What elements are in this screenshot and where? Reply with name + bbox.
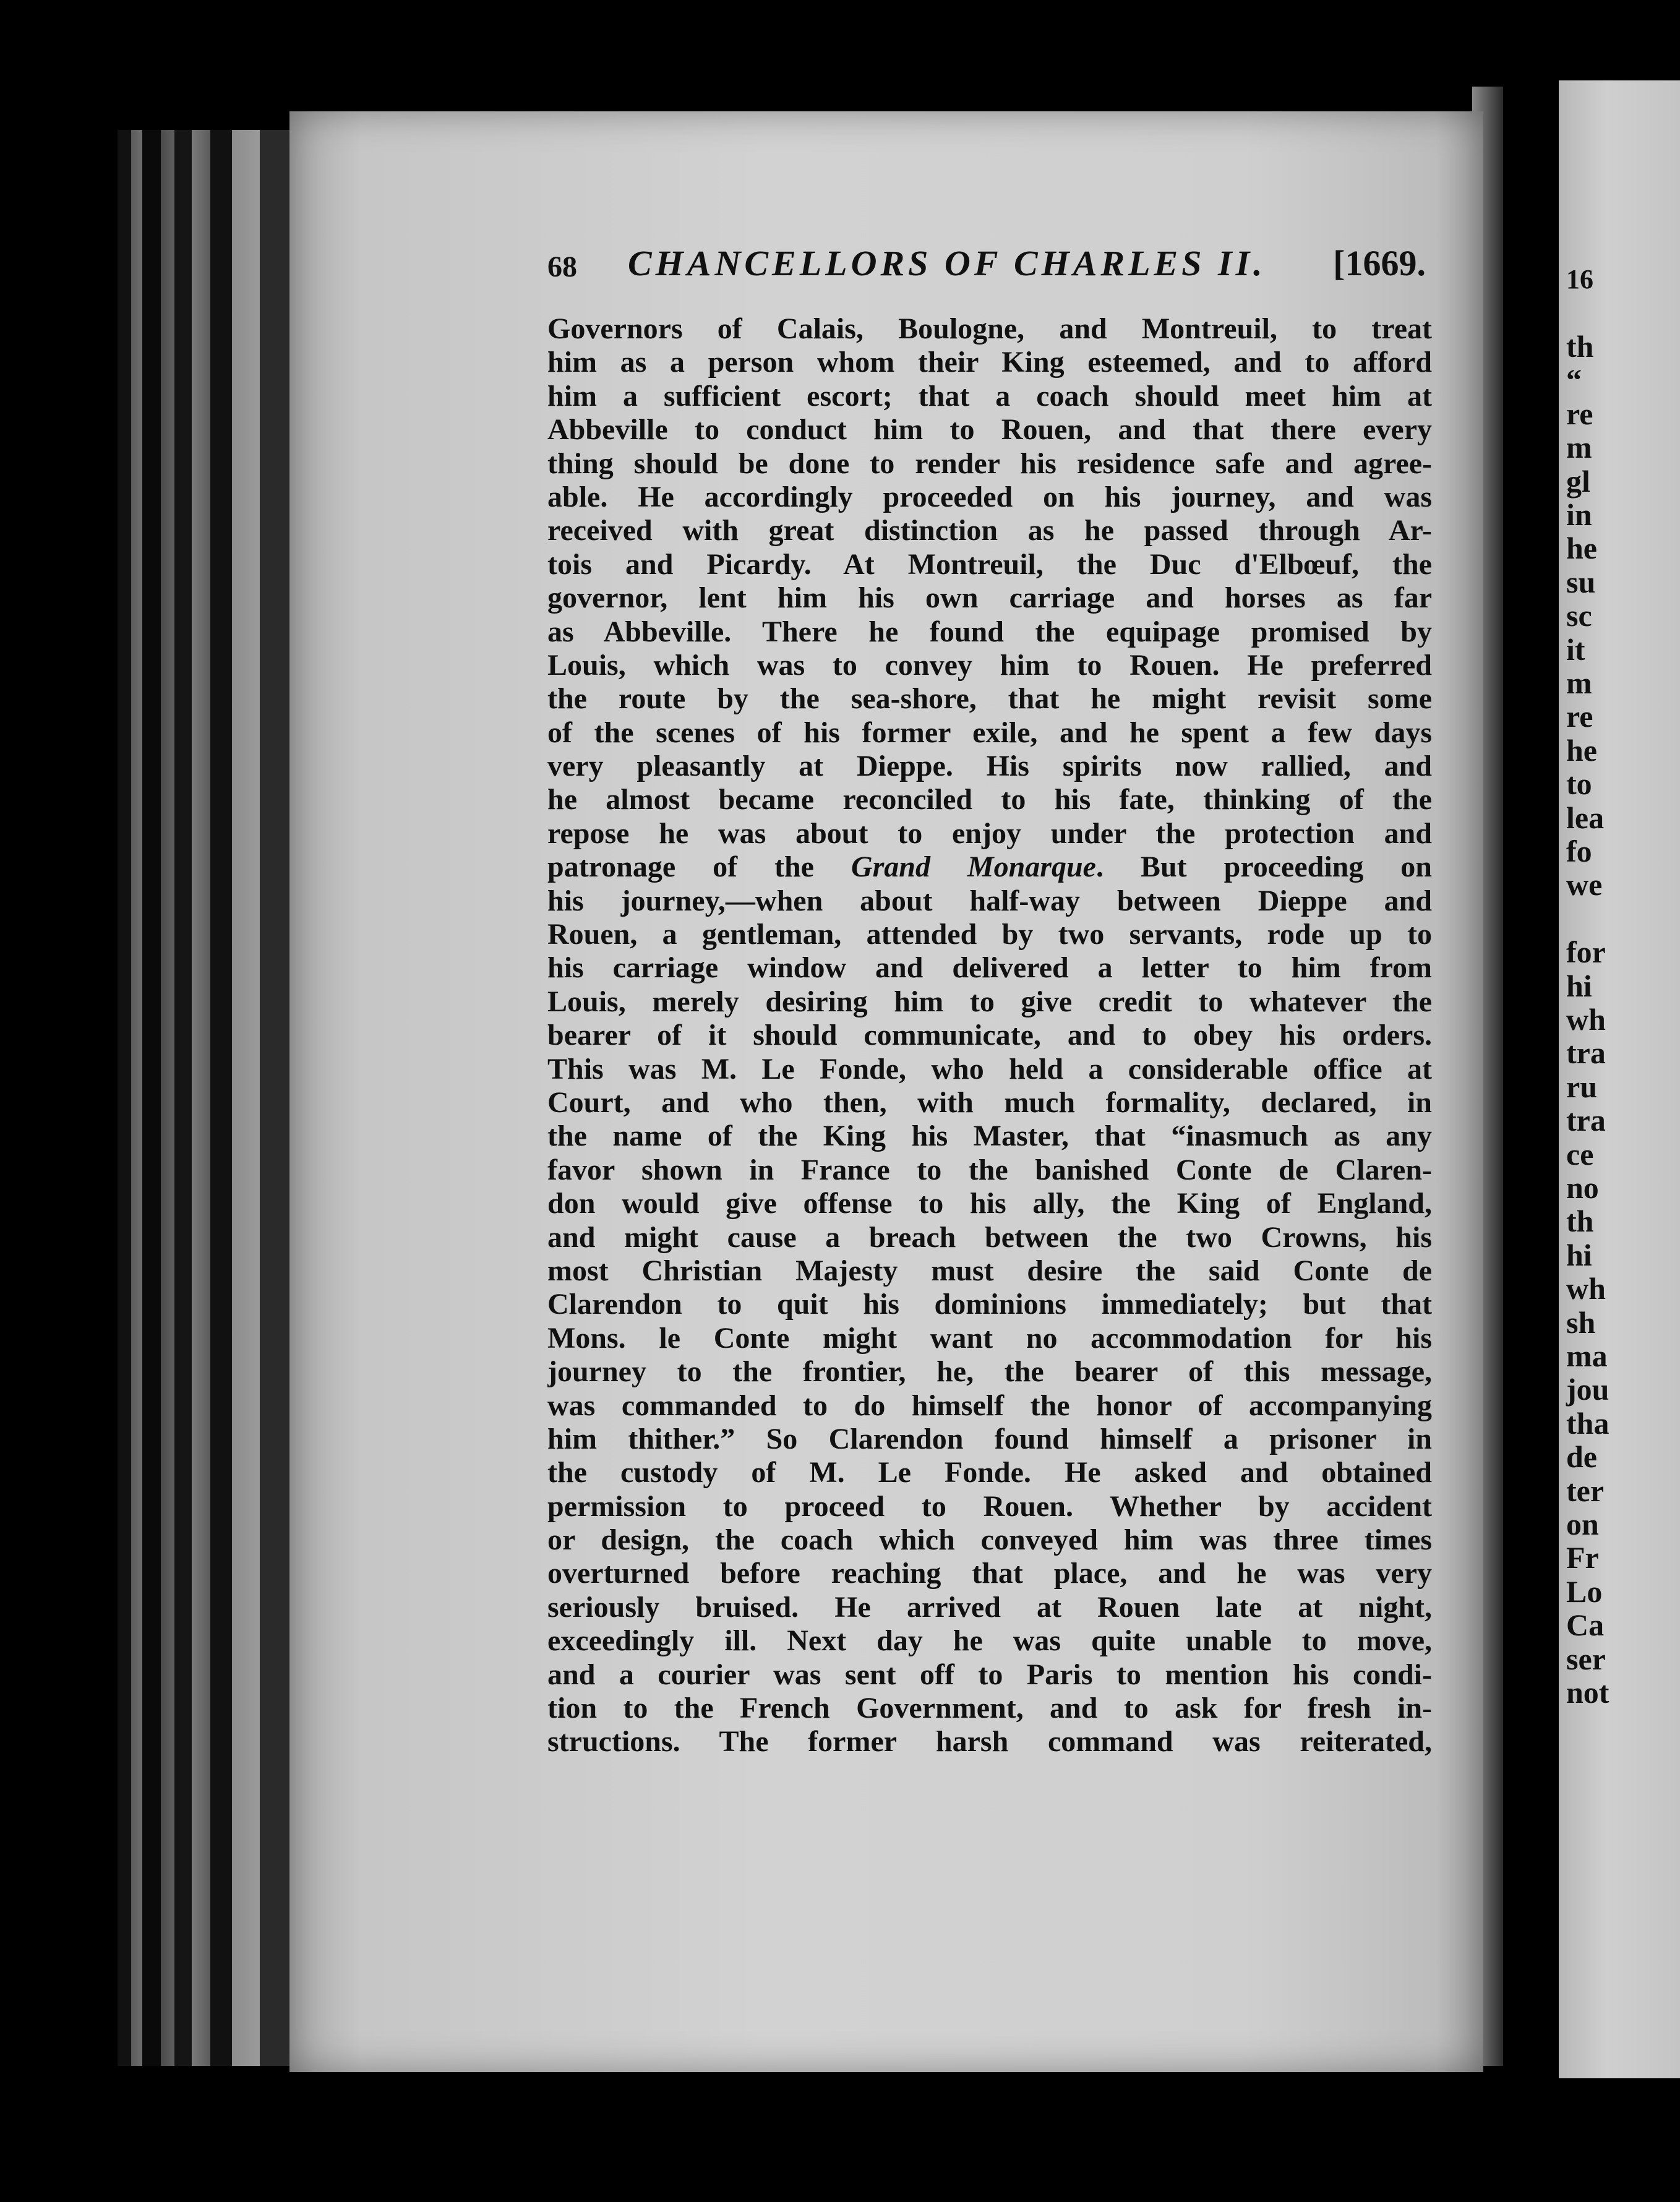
text-line: and a courier was sent off to Paris to mention his condi- [547, 1658, 1432, 1691]
text-line: most Christian Majesty must desire the said Conte de [547, 1254, 1432, 1287]
text-line: Clarendon to quit his dominions immediately; but that [547, 1288, 1432, 1321]
next-page-text-fragment: in [1566, 497, 1592, 532]
text-line: tois and Picardy. At Montreuil, the Duc d'Elbœuf, the [547, 547, 1432, 581]
text-line: Governors of Calais, Boulogne, and Montreuil, to treat [547, 312, 1432, 345]
next-page-text-fragment: lea [1566, 800, 1605, 835]
next-page-text-fragment: sc [1566, 598, 1592, 633]
text-line: permission to proceed to Rouen. Whether by accident [547, 1489, 1432, 1523]
next-page-text-fragment: fo [1566, 834, 1592, 868]
text-line: received with great distinction as he passed through Ar- [547, 514, 1432, 547]
next-page-text-fragment: su [1566, 564, 1596, 599]
next-page-text-fragment: “ [1566, 362, 1582, 398]
text-line: patronage of the Grand Monarque. But proceeding on [547, 850, 1432, 884]
page-stack-edges [118, 130, 291, 2066]
text-line: his carriage window and delivered a letter to him from [547, 951, 1432, 985]
next-page-text-fragment: tha [1566, 1405, 1609, 1441]
text-line: him thither.” So Clarendon found himself a prisoner in [547, 1422, 1432, 1455]
next-page-text-fragment: for [1566, 935, 1606, 970]
text-line: him a sufficient escort; that a coach should meet him at [547, 379, 1432, 413]
next-page-text-fragment: de [1566, 1439, 1597, 1475]
next-page-text-fragment: he [1566, 531, 1597, 566]
next-page-text-fragment: he [1566, 732, 1597, 768]
text-line: bearer of it should communicate, and to obey his orders. [547, 1019, 1432, 1052]
text-line: favor shown in France to the banished Conte de Claren- [547, 1153, 1432, 1186]
text-line: Louis, which was to convey him to Rouen. He preferred [547, 648, 1432, 682]
next-page-text-fragment: wh [1566, 1002, 1606, 1037]
next-page-text-fragment: jou [1566, 1372, 1609, 1407]
next-page-text-fragment: wh [1566, 1271, 1606, 1306]
next-page-text-fragment: th [1566, 329, 1594, 364]
text-line: thing should be done to render his residence safe and agree- [547, 447, 1432, 480]
next-page-text-fragment: gl [1566, 463, 1590, 499]
next-page-text-fragment: sh [1566, 1304, 1596, 1340]
next-page-text-fragment: it [1566, 632, 1585, 667]
next-page-text-fragment: ce [1566, 1136, 1594, 1172]
text-line: his journey,—when about half-way between Dieppe and [547, 884, 1432, 917]
next-page-text-fragment: m [1566, 430, 1592, 465]
text-line: as Abbeville. There he found the equipage promised by [547, 615, 1432, 648]
text-line: was commanded to do himself the honor of accompanying [547, 1389, 1432, 1422]
text-line: repose he was about to enjoy under the protection and [547, 816, 1432, 850]
text-line: exceedingly ill. Next day he was quite unable to move, [547, 1624, 1432, 1658]
text-line: of the scenes of his former exile, and he spent a few days [547, 716, 1432, 749]
text-line: don would give offense to his ally, the King of England, [547, 1187, 1432, 1220]
text-line: the name of the King his Master, that “inasmuch as any [547, 1120, 1432, 1153]
text-line: him as a person whom their King esteemed, and to afford [547, 346, 1432, 379]
text-line: This was M. Le Fonde, who held a considerable office at [547, 1052, 1432, 1086]
text-line: Mons. le Conte might want no accommodation for his [547, 1321, 1432, 1355]
text-line: the route by the sea-shore, that he might revisit some [547, 682, 1432, 716]
text-line: Rouen, a gentleman, attended by two servants, rode up to [547, 918, 1432, 951]
next-page-text-fragment: re [1566, 699, 1593, 734]
next-page-text-fragment: we [1566, 867, 1603, 902]
text-line: Louis, merely desiring him to give credit to whatever the [547, 985, 1432, 1018]
running-head [547, 242, 1426, 292]
page-number: 68 [547, 251, 577, 283]
next-page-text-fragment: hi [1566, 968, 1592, 1003]
next-page-text-fragment: not [1566, 1675, 1609, 1710]
text-line: he almost became reconciled to his fate, thinking of the [547, 783, 1432, 816]
text-line: very pleasantly at Dieppe. His spirits now rallied, and [547, 750, 1432, 783]
text-line: overturned before reaching that place, and he was very [547, 1557, 1432, 1590]
text-line: Abbeville to conduct him to Rouen, and that there every [547, 413, 1432, 447]
next-page-text-fragment: Fr [1566, 1540, 1599, 1575]
next-page-text-fragment: Ca [1566, 1608, 1605, 1643]
next-page-text-fragment: ru [1566, 1069, 1597, 1104]
next-page-text-fragment: ser [1566, 1641, 1606, 1676]
body-text [547, 312, 1432, 1759]
next-page-text-fragment: th [1566, 1204, 1594, 1239]
text-line: and might cause a breach between the two Crowns, his [547, 1220, 1432, 1254]
running-title: CHANCELLORS OF CHARLES II. [628, 243, 1266, 283]
next-page-text-fragment: tra [1566, 1035, 1606, 1071]
text-line: seriously bruised. He arrived at Rouen late at night, [547, 1590, 1432, 1624]
next-page-text-fragment: no [1566, 1170, 1599, 1205]
next-page-text-fragment: m [1566, 666, 1592, 700]
next-page-text-fragment: Lo [1566, 1574, 1603, 1609]
next-page-text-fragment: ma [1566, 1339, 1608, 1373]
next-page-text-fragment: re [1566, 396, 1593, 431]
next-page-text-fragment: hi [1566, 1237, 1592, 1272]
text-line: governor, lent him his own carriage and horses as far [547, 581, 1432, 615]
next-page-text-fragment: to [1566, 766, 1592, 802]
next-page-text-fragment: ter [1566, 1473, 1605, 1508]
text-line: tion to the French Government, and to ask for fresh in- [547, 1692, 1432, 1725]
text-line: structions. The former harsh command was reiterated, [547, 1725, 1432, 1759]
next-page-fragment [1559, 80, 1680, 2078]
text-line: the custody of M. Le Fonde. He asked and obtained [547, 1456, 1432, 1489]
next-page-text-fragment: 16 [1566, 264, 1593, 294]
running-year: [1669. [1333, 243, 1426, 283]
next-page-text-fragment: tra [1566, 1103, 1606, 1138]
text-line: journey to the frontier, he, the bearer of this message, [547, 1355, 1432, 1389]
next-page-text-fragment: on [1566, 1507, 1599, 1541]
text-line: Court, and who then, with much formality, declared, in [547, 1086, 1432, 1119]
text-line: or design, the coach which conveyed him was three times [547, 1523, 1432, 1557]
text-line: able. He accordingly proceeded on his journey, and was [547, 480, 1432, 513]
